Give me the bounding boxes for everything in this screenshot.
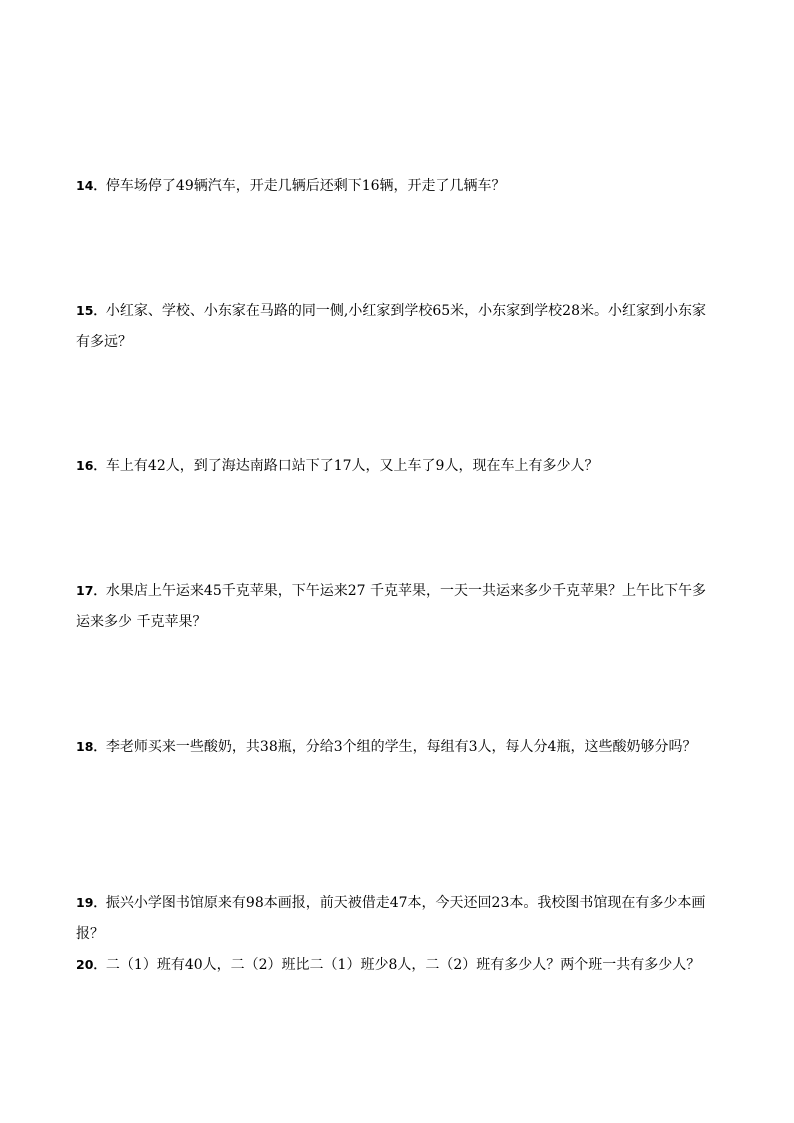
- problem-text: 水果店上午运来45千克苹果，下午运来27 千克苹果，一天一共运来多少千克苹果？上午比下午多运来多少 千克苹果？: [76, 583, 706, 630]
- problem-20: [76, 949, 716, 981]
- problem-number: 14．: [76, 178, 106, 193]
- problem-15: [76, 295, 716, 358]
- problem-16: [76, 450, 716, 482]
- problem-text: 小红家、学校、小东家在马路的同一侧,小红家到学校65米，小东家到学校28米。小红家到小东家有多远？: [76, 303, 706, 350]
- problem-text: 二（1）班有40人，二（2）班比二（1）班少8人，二（2）班有多少人？两个班一共有多少人？: [105, 957, 701, 973]
- problem-18: [76, 731, 716, 763]
- problem-number: 19．: [76, 895, 106, 910]
- problem-text: 停车场停了49辆汽车，开走几辆后还剩下16辆，开走了几辆车？: [105, 178, 506, 194]
- problem-text: 振兴小学图书馆原来有98本画报，前天被借走47本，今天还回23本。我校图书馆现在有多少本画报？: [76, 895, 706, 942]
- problem-17: [76, 575, 716, 638]
- problem-number: 17．: [76, 583, 106, 598]
- problem-number: 18．: [76, 739, 106, 754]
- problem-text: 李老师买来一些酸奶，共38瓶，分给3个组的学生，每组有3人，每人分4瓶，这些酸奶够分吗？: [105, 739, 697, 755]
- problem-14: [76, 170, 716, 202]
- problem-text: 车上有42人，到了海达南路口站下了17人，又上车了9人，现在车上有多少人？: [105, 458, 599, 474]
- problem-19: [76, 887, 716, 950]
- problem-number: 16．: [76, 458, 106, 473]
- problem-number: 20．: [76, 957, 106, 972]
- problem-number: 15．: [76, 303, 106, 318]
